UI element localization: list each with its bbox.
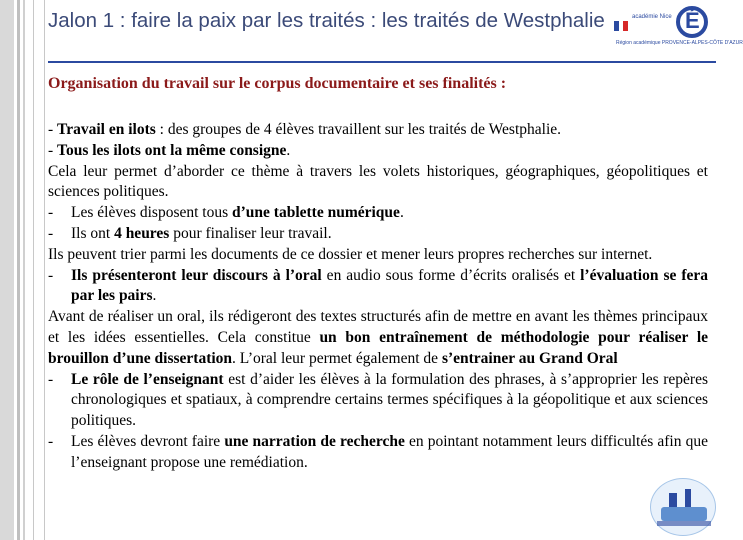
decorative-left-bar	[0, 0, 14, 540]
paragraph-line: Ils peuvent trier parmi les documents de ce dossier et mener leurs propres recherches sur internet.	[48, 245, 653, 263]
paragraph-line: - Tous les ilots ont la même consigne.	[48, 141, 291, 159]
list-item: - Les élèves devront faire une narration de recherche en pointant notamment leurs difficultés afin que l’enseignant propose une remédiation.	[48, 432, 708, 471]
french-flag-icon	[614, 18, 628, 28]
paragraph-line: - Travail en ilots : des groupes de 4 élèves travaillent sur les traités de Westphalie.	[48, 121, 562, 138]
logo-text-top: académie Nice	[632, 14, 672, 20]
decorative-left-line	[44, 0, 45, 540]
list-item: - Le rôle de l’enseignant est d’aider les élèves à la formulation des phrases, à s’approprier les repères chronologiques et spatiaux, à comprendre certains termes spécifiques à la géopolitique et aux sciences politiques.	[48, 370, 709, 430]
paragraph-line: Avant de réaliser un oral, ils rédigeront des textes structurés afin de mettre en avant les thèmes principaux et les idées essentielles. Cela constitue un bon entraînement de méthodologie pour réaliser le brouillon d’une dissertation. L’oral leur permet également de s’entrainer au Grand Oral	[48, 308, 709, 367]
section-heading: Organisation du travail sur le corpus documentaire et ses finalités :	[48, 75, 507, 92]
slide-body	[48, 120, 708, 474]
logo-letter: É	[685, 8, 700, 33]
list-item: - Ils ont 4 heures pour finaliser leur travail.	[48, 224, 332, 242]
decorative-left-stripe	[23, 0, 25, 540]
list-item: - Ils présenteront leur discours à l’oral en audio sous forme d’écrits oralisés et l’évaluation se fera par les pairs.	[48, 266, 708, 305]
decorative-stamp-icon	[650, 478, 716, 536]
header-divider	[48, 61, 716, 63]
slide-title: Jalon 1 : faire la paix par les traités : les traités de Westphalie	[48, 9, 605, 32]
decorative-left-stripe	[17, 0, 20, 540]
academie-logo	[610, 2, 743, 54]
logo-text-bottom: Région académique PROVENCE-ALPES-CÔTE D'AZUR	[616, 40, 743, 46]
decorative-left-line	[33, 0, 34, 540]
paragraph-line: Cela leur permet d’aborder ce thème à travers les volets historiques, géographiques, géopolitiques et sciences politiques.	[48, 162, 708, 201]
list-item: - Les élèves disposent tous d’une tablette numérique.	[48, 204, 404, 222]
